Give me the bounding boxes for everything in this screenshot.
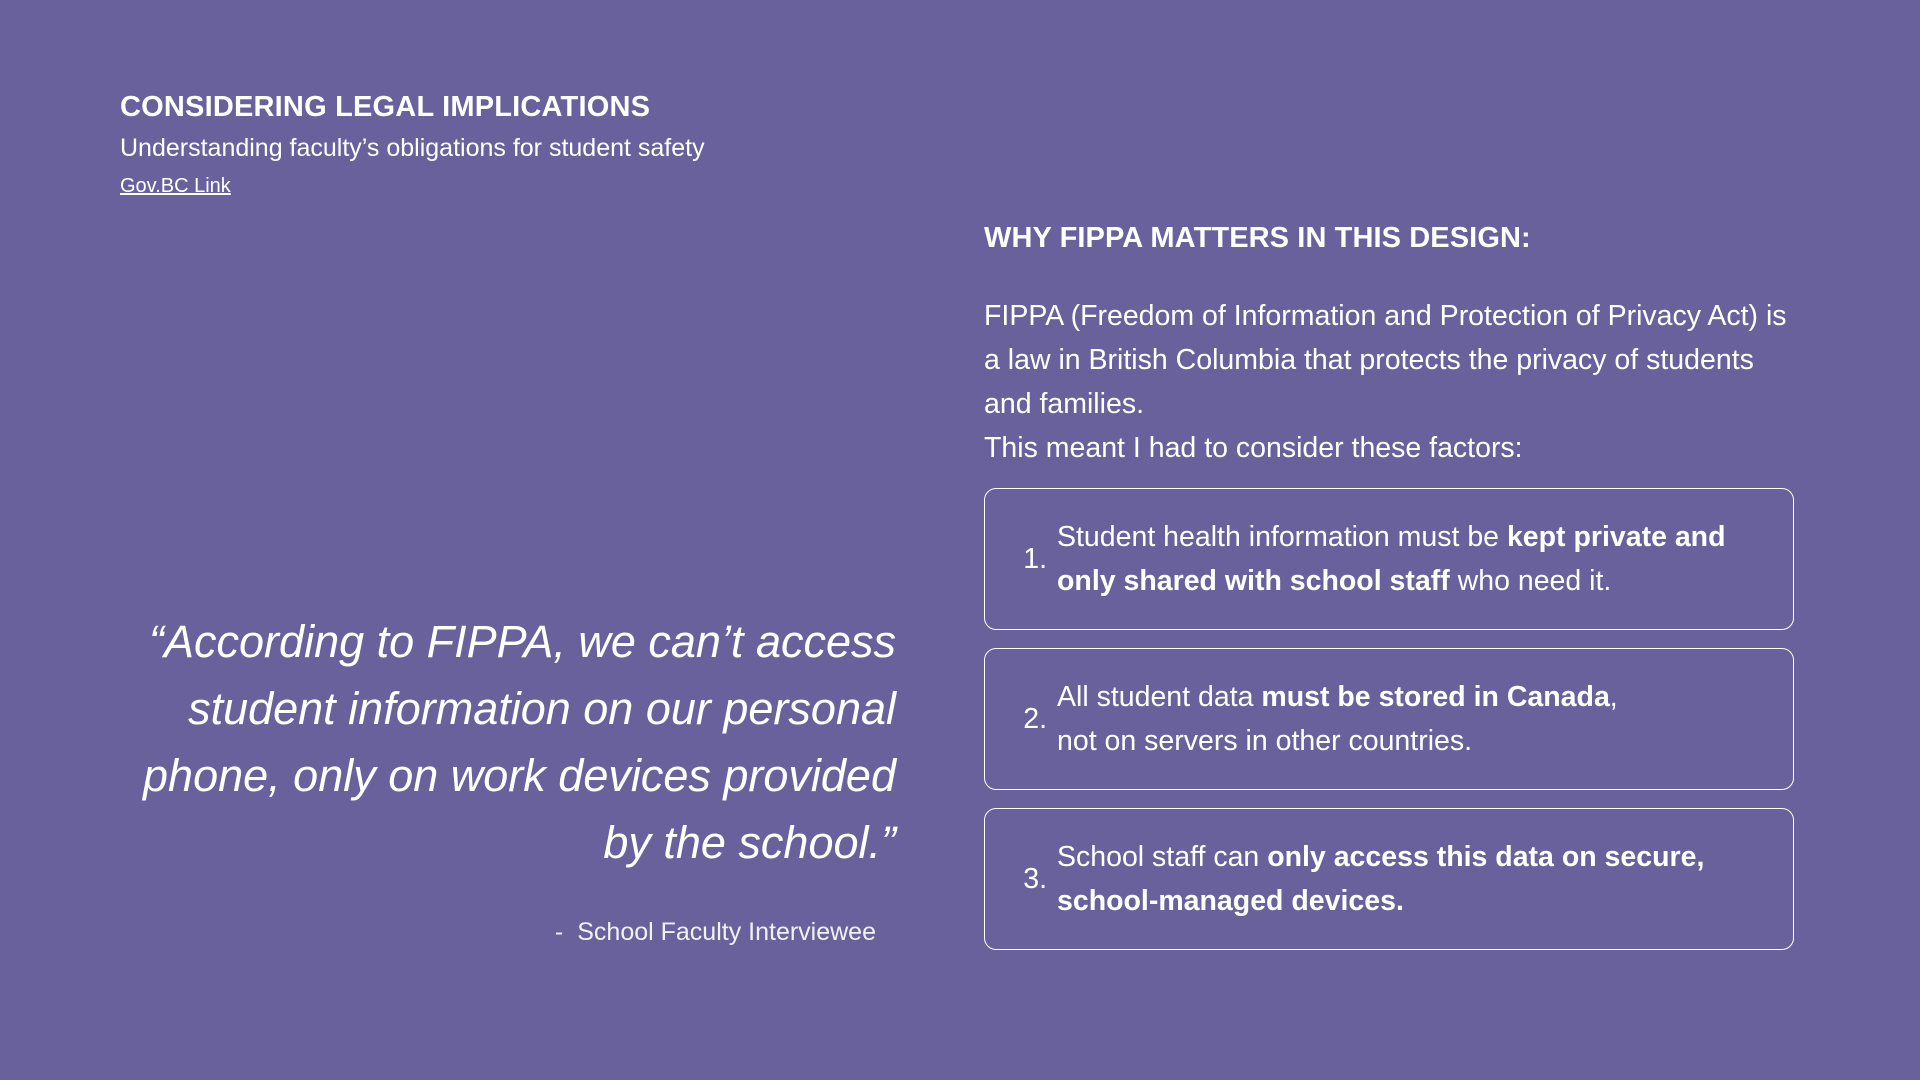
factor-text-bold: kept private and only shared with school staff	[1057, 521, 1726, 597]
factor-text-regular: ,	[1609, 681, 1618, 713]
factor-text-regular: School staff can	[1057, 841, 1268, 873]
gov-bc-link[interactable]: Gov.BC Link	[120, 175, 231, 197]
factor-number: 3.	[1023, 863, 1047, 895]
factor-text-regular: Student health information must be	[1057, 521, 1507, 553]
factor-list	[984, 488, 1794, 950]
factor-text-regular: not on servers in other countries.	[1057, 725, 1473, 757]
factor-text	[1057, 675, 1618, 763]
factor-card-3	[984, 808, 1794, 950]
factor-text	[1057, 515, 1763, 603]
interview-quote: “According to FIPPA, we can’t access student information on our personal phone, only on work devices provided by the school.”	[143, 616, 896, 868]
factor-text-bold: must be stored in Canada	[1261, 681, 1610, 713]
page-subtitle: Understanding faculty’s obligations for student safety	[120, 134, 705, 162]
factor-text	[1057, 835, 1763, 923]
factor-card-2	[984, 648, 1794, 790]
factor-text-bold: only access this data on secure, school-managed devices.	[1057, 841, 1705, 917]
factor-number: 1.	[1023, 543, 1047, 575]
attribution-name: School Faculty Interviewee	[577, 918, 876, 946]
fippa-description: FIPPA (Freedom of Information and Protection of Privacy Act) is a law in British Columbia that protects the privacy of students and families.	[984, 300, 1787, 420]
fippa-intro	[984, 294, 1794, 470]
factor-card-1	[984, 488, 1794, 630]
page-title: CONSIDERING LEGAL IMPLICATIONS	[120, 91, 651, 123]
factor-text-regular: All student data	[1057, 681, 1262, 713]
factor-number: 2.	[1023, 703, 1047, 735]
slide-header	[120, 88, 705, 198]
interview-quote-block	[120, 608, 896, 948]
fippa-heading: WHY FIPPA MATTERS IN THIS DESIGN:	[984, 222, 1531, 254]
fippa-section	[984, 220, 1794, 968]
factor-text-regular: who need it.	[1449, 565, 1612, 597]
attribution-dash: -	[554, 918, 564, 946]
quote-attribution	[120, 916, 896, 948]
fippa-lead-in: This meant I had to consider these factors:	[984, 432, 1523, 464]
